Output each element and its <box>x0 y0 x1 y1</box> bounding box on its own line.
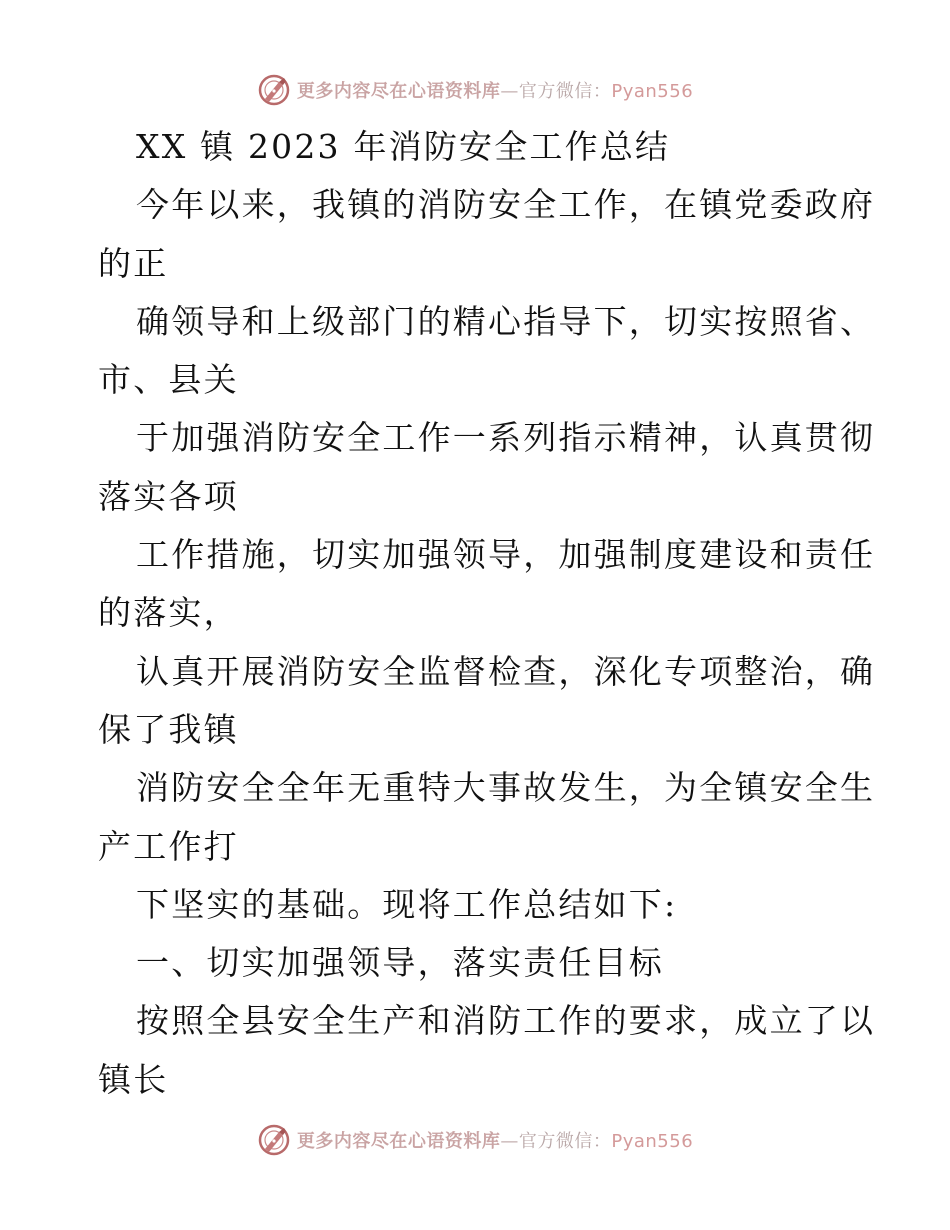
text-line: 保了我镇 <box>98 709 239 749</box>
footer-watermark <box>0 1120 950 1160</box>
watermark-sub: 官方微信： <box>518 81 612 102</box>
text-line: 的正 <box>98 243 169 283</box>
text-line: 市、县关 <box>98 360 239 400</box>
watermark-sub: 官方微信： <box>518 1131 612 1152</box>
text-line: 消防安全全年无重特大事故发生，为全镇安全生 <box>136 768 876 808</box>
text-line: 产工作打 <box>98 826 239 866</box>
pen-nib-logo-icon <box>257 1123 291 1157</box>
text-line: 今年以来，我镇的消防安全工作，在镇党委政府 <box>136 185 876 225</box>
text-line: 按照全县安全生产和消防工作的要求，成立了以 <box>136 1001 876 1041</box>
header-watermark <box>0 70 950 110</box>
watermark-dash: — <box>500 81 519 102</box>
text-line: 镇长 <box>98 1059 169 1099</box>
text-line: 下坚实的基础。现将工作总结如下: <box>136 884 678 924</box>
text-line: 确领导和上级部门的精心指导下，切实按照省、 <box>136 301 876 341</box>
pen-nib-logo-icon <box>257 73 291 107</box>
watermark-id: Pyan556 <box>611 81 694 102</box>
document-body <box>98 118 876 1109</box>
text-line: 落实各项 <box>98 476 239 516</box>
text-line: 于加强消防安全工作一系列指示精神，认真贯彻 <box>136 418 876 458</box>
text-line: 认真开展消防安全监督检查，深化专项整治，确 <box>136 651 876 691</box>
text-line: 工作措施，切实加强领导，加强制度建设和责任 <box>136 535 876 575</box>
text-line: 一、切实加强领导，落实责任目标 <box>136 943 664 983</box>
watermark-brand: 更多内容尽在心语资料库 <box>296 1131 501 1152</box>
watermark-dash: — <box>500 1131 519 1152</box>
watermark-id: Pyan556 <box>611 1131 694 1152</box>
document-title: XX 镇 2023 年消防安全工作总结 <box>136 127 671 166</box>
text-line: 的落实， <box>98 593 239 633</box>
watermark-brand: 更多内容尽在心语资料库 <box>296 81 501 102</box>
